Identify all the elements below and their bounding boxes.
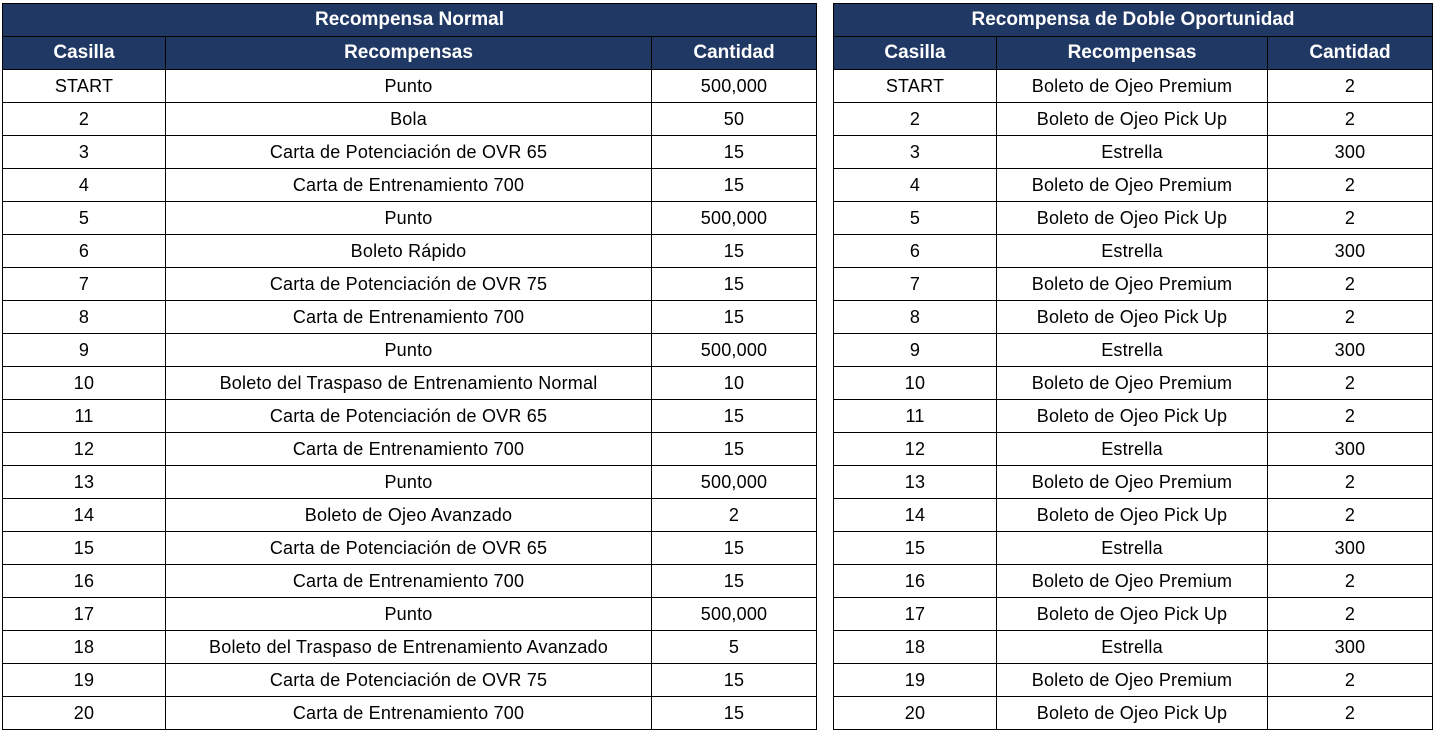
cell-recompensa: Carta de Entrenamiento 700 bbox=[166, 565, 652, 598]
column-header-casilla: Casilla bbox=[3, 37, 166, 70]
cell-cantidad: 15 bbox=[652, 433, 817, 466]
cell-cantidad: 15 bbox=[652, 697, 817, 730]
table-row bbox=[834, 301, 1433, 334]
table-row bbox=[834, 598, 1433, 631]
cell-recompensa: Boleto de Ojeo Premium bbox=[997, 70, 1268, 103]
cell-recompensa: Estrella bbox=[997, 334, 1268, 367]
table-row bbox=[3, 136, 817, 169]
cell-casilla: 3 bbox=[3, 136, 166, 169]
table-row bbox=[3, 598, 817, 631]
cell-cantidad: 50 bbox=[652, 103, 817, 136]
normal-reward-table bbox=[2, 3, 817, 730]
cell-recompensa: Punto bbox=[166, 202, 652, 235]
table-row bbox=[3, 631, 817, 664]
cell-cantidad: 500,000 bbox=[652, 202, 817, 235]
table-header-row bbox=[834, 37, 1433, 70]
cell-cantidad: 300 bbox=[1268, 235, 1433, 268]
cell-recompensa: Carta de Entrenamiento 700 bbox=[166, 697, 652, 730]
table-row bbox=[3, 466, 817, 499]
cell-casilla: 9 bbox=[3, 334, 166, 367]
cell-cantidad: 300 bbox=[1268, 532, 1433, 565]
cell-recompensa: Boleto de Ojeo Pick Up bbox=[997, 301, 1268, 334]
cell-cantidad: 2 bbox=[1268, 169, 1433, 202]
cell-recompensa: Boleto de Ojeo Premium bbox=[997, 169, 1268, 202]
cell-recompensa: Boleto de Ojeo Premium bbox=[997, 466, 1268, 499]
cell-cantidad: 2 bbox=[1268, 202, 1433, 235]
cell-recompensa: Carta de Entrenamiento 700 bbox=[166, 169, 652, 202]
cell-recompensa: Estrella bbox=[997, 532, 1268, 565]
cell-casilla: 14 bbox=[834, 499, 997, 532]
double-table-title: Recompensa de Doble Oportunidad bbox=[834, 4, 1433, 37]
cell-recompensa: Boleto de Ojeo Premium bbox=[997, 268, 1268, 301]
column-header-recompensas: Recompensas bbox=[166, 37, 652, 70]
cell-casilla: 13 bbox=[834, 466, 997, 499]
cell-recompensa: Boleto de Ojeo Premium bbox=[997, 664, 1268, 697]
double-chance-reward-table bbox=[833, 3, 1433, 730]
cell-recompensa: Boleto de Ojeo Pick Up bbox=[997, 598, 1268, 631]
cell-recompensa: Bola bbox=[166, 103, 652, 136]
cell-casilla: 12 bbox=[834, 433, 997, 466]
table-header-row bbox=[3, 37, 817, 70]
table-row bbox=[3, 202, 817, 235]
cell-recompensa: Boleto de Ojeo Pick Up bbox=[997, 697, 1268, 730]
cell-recompensa: Punto bbox=[166, 334, 652, 367]
cell-recompensa: Boleto de Ojeo Pick Up bbox=[997, 103, 1268, 136]
normal-table-title: Recompensa Normal bbox=[3, 4, 817, 37]
column-header-cantidad: Cantidad bbox=[652, 37, 817, 70]
cell-cantidad: 2 bbox=[1268, 565, 1433, 598]
cell-recompensa: Carta de Potenciación de OVR 65 bbox=[166, 532, 652, 565]
cell-cantidad: 300 bbox=[1268, 136, 1433, 169]
table-row bbox=[3, 400, 817, 433]
cell-cantidad: 500,000 bbox=[652, 466, 817, 499]
table-row bbox=[3, 565, 817, 598]
cell-cantidad: 2 bbox=[1268, 400, 1433, 433]
table-row bbox=[834, 202, 1433, 235]
cell-casilla: 3 bbox=[834, 136, 997, 169]
cell-cantidad: 2 bbox=[1268, 70, 1433, 103]
cell-cantidad: 15 bbox=[652, 664, 817, 697]
cell-cantidad: 15 bbox=[652, 235, 817, 268]
table-row bbox=[834, 103, 1433, 136]
cell-recompensa: Carta de Potenciación de OVR 65 bbox=[166, 400, 652, 433]
column-header-cantidad: Cantidad bbox=[1268, 37, 1433, 70]
cell-casilla: 16 bbox=[3, 565, 166, 598]
table-row bbox=[3, 697, 817, 730]
cell-cantidad: 15 bbox=[652, 532, 817, 565]
cell-cantidad: 15 bbox=[652, 400, 817, 433]
cell-casilla: 19 bbox=[3, 664, 166, 697]
cell-casilla: 19 bbox=[834, 664, 997, 697]
cell-casilla: 4 bbox=[3, 169, 166, 202]
cell-cantidad: 300 bbox=[1268, 631, 1433, 664]
table-row bbox=[3, 334, 817, 367]
cell-recompensa: Boleto del Traspaso de Entrenamiento Normal bbox=[166, 367, 652, 400]
cell-cantidad: 2 bbox=[1268, 598, 1433, 631]
table-row bbox=[3, 532, 817, 565]
cell-casilla: 7 bbox=[3, 268, 166, 301]
cell-recompensa: Estrella bbox=[997, 433, 1268, 466]
table-row bbox=[834, 532, 1433, 565]
cell-casilla: 17 bbox=[3, 598, 166, 631]
cell-casilla: 6 bbox=[834, 235, 997, 268]
normal-table-body bbox=[3, 70, 817, 730]
cell-recompensa: Boleto de Ojeo Pick Up bbox=[997, 499, 1268, 532]
cell-cantidad: 500,000 bbox=[652, 334, 817, 367]
cell-cantidad: 2 bbox=[1268, 103, 1433, 136]
table-row bbox=[834, 499, 1433, 532]
cell-casilla: 17 bbox=[834, 598, 997, 631]
cell-casilla: 20 bbox=[834, 697, 997, 730]
cell-casilla: 6 bbox=[3, 235, 166, 268]
table-row bbox=[834, 169, 1433, 202]
cell-cantidad: 2 bbox=[1268, 367, 1433, 400]
cell-cantidad: 2 bbox=[1268, 664, 1433, 697]
cell-cantidad: 500,000 bbox=[652, 70, 817, 103]
table-row bbox=[3, 103, 817, 136]
cell-casilla: 14 bbox=[3, 499, 166, 532]
table-row bbox=[834, 70, 1433, 103]
cell-recompensa: Estrella bbox=[997, 235, 1268, 268]
table-row bbox=[3, 169, 817, 202]
cell-recompensa: Boleto del Traspaso de Entrenamiento Avanzado bbox=[166, 631, 652, 664]
cell-casilla: 12 bbox=[3, 433, 166, 466]
cell-recompensa: Estrella bbox=[997, 631, 1268, 664]
table-row bbox=[3, 499, 817, 532]
cell-recompensa: Carta de Entrenamiento 700 bbox=[166, 433, 652, 466]
cell-recompensa: Boleto de Ojeo Pick Up bbox=[997, 202, 1268, 235]
column-header-casilla: Casilla bbox=[834, 37, 997, 70]
cell-cantidad: 15 bbox=[652, 301, 817, 334]
cell-casilla: 18 bbox=[3, 631, 166, 664]
cell-casilla: 5 bbox=[3, 202, 166, 235]
table-row bbox=[834, 697, 1433, 730]
cell-recompensa: Boleto Rápido bbox=[166, 235, 652, 268]
cell-recompensa: Punto bbox=[166, 466, 652, 499]
cell-casilla: 2 bbox=[834, 103, 997, 136]
cell-casilla: 10 bbox=[834, 367, 997, 400]
cell-cantidad: 300 bbox=[1268, 433, 1433, 466]
cell-casilla: 11 bbox=[3, 400, 166, 433]
table-title-row bbox=[834, 4, 1433, 37]
cell-casilla: 7 bbox=[834, 268, 997, 301]
cell-casilla: 15 bbox=[3, 532, 166, 565]
cell-cantidad: 15 bbox=[652, 169, 817, 202]
table-row bbox=[3, 301, 817, 334]
table-row bbox=[3, 70, 817, 103]
cell-recompensa: Carta de Potenciación de OVR 75 bbox=[166, 664, 652, 697]
cell-casilla: 11 bbox=[834, 400, 997, 433]
cell-recompensa: Estrella bbox=[997, 136, 1268, 169]
double-table-body bbox=[834, 70, 1433, 730]
table-row bbox=[3, 433, 817, 466]
table-row bbox=[834, 433, 1433, 466]
cell-casilla: 13 bbox=[3, 466, 166, 499]
cell-casilla: 9 bbox=[834, 334, 997, 367]
table-row bbox=[3, 235, 817, 268]
cell-cantidad: 2 bbox=[1268, 268, 1433, 301]
cell-casilla: 5 bbox=[834, 202, 997, 235]
cell-casilla: 20 bbox=[3, 697, 166, 730]
cell-recompensa: Boleto de Ojeo Premium bbox=[997, 367, 1268, 400]
cell-cantidad: 5 bbox=[652, 631, 817, 664]
cell-casilla: START bbox=[834, 70, 997, 103]
table-row bbox=[834, 466, 1433, 499]
cell-casilla: 18 bbox=[834, 631, 997, 664]
cell-casilla: 8 bbox=[834, 301, 997, 334]
cell-cantidad: 2 bbox=[1268, 466, 1433, 499]
table-row bbox=[834, 664, 1433, 697]
table-row bbox=[3, 367, 817, 400]
cell-casilla: 4 bbox=[834, 169, 997, 202]
cell-recompensa: Boleto de Ojeo Avanzado bbox=[166, 499, 652, 532]
cell-cantidad: 15 bbox=[652, 565, 817, 598]
cell-cantidad: 15 bbox=[652, 268, 817, 301]
cell-cantidad: 500,000 bbox=[652, 598, 817, 631]
cell-cantidad: 2 bbox=[652, 499, 817, 532]
cell-cantidad: 300 bbox=[1268, 334, 1433, 367]
table-row bbox=[834, 136, 1433, 169]
table-row bbox=[834, 367, 1433, 400]
cell-casilla: 10 bbox=[3, 367, 166, 400]
cell-cantidad: 2 bbox=[1268, 697, 1433, 730]
cell-casilla: 15 bbox=[834, 532, 997, 565]
table-row bbox=[834, 268, 1433, 301]
cell-cantidad: 15 bbox=[652, 136, 817, 169]
table-row bbox=[3, 268, 817, 301]
cell-casilla: 16 bbox=[834, 565, 997, 598]
cell-casilla: START bbox=[3, 70, 166, 103]
table-title-row bbox=[3, 4, 817, 37]
cell-casilla: 2 bbox=[3, 103, 166, 136]
table-row bbox=[834, 334, 1433, 367]
cell-recompensa: Punto bbox=[166, 70, 652, 103]
cell-recompensa: Carta de Potenciación de OVR 65 bbox=[166, 136, 652, 169]
cell-recompensa: Carta de Entrenamiento 700 bbox=[166, 301, 652, 334]
cell-recompensa: Boleto de Ojeo Pick Up bbox=[997, 400, 1268, 433]
cell-cantidad: 10 bbox=[652, 367, 817, 400]
cell-recompensa: Boleto de Ojeo Premium bbox=[997, 565, 1268, 598]
table-row bbox=[3, 664, 817, 697]
table-row bbox=[834, 235, 1433, 268]
cell-cantidad: 2 bbox=[1268, 499, 1433, 532]
table-row bbox=[834, 565, 1433, 598]
column-header-recompensas: Recompensas bbox=[997, 37, 1268, 70]
table-row bbox=[834, 400, 1433, 433]
cell-casilla: 8 bbox=[3, 301, 166, 334]
table-row bbox=[834, 631, 1433, 664]
cell-recompensa: Punto bbox=[166, 598, 652, 631]
cell-recompensa: Carta de Potenciación de OVR 75 bbox=[166, 268, 652, 301]
cell-cantidad: 2 bbox=[1268, 301, 1433, 334]
